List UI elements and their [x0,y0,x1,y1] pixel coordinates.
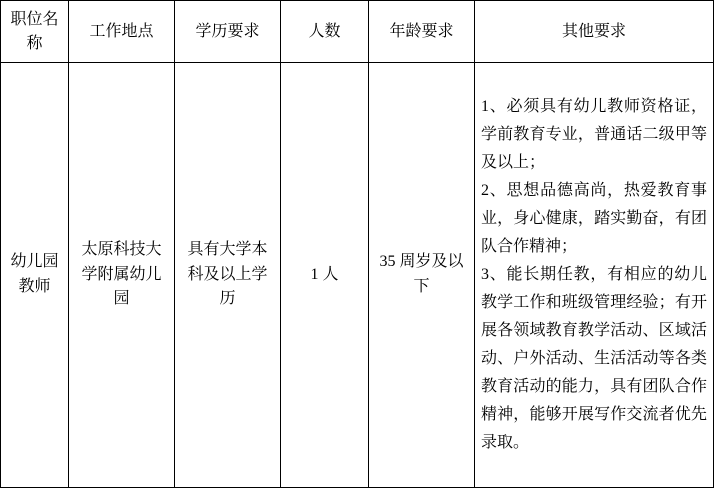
table-header [1,1,714,63]
column-header-education: 学历要求 [175,1,281,63]
other-requirement-item-3: 3、能长期任教，有相应的幼儿教学工作和班级管理经验；有开展各领域教育教学活动、区域活动、户外活动、生活活动等各类教育活动的能力，具有团队合作精神，能够开展写作交流者优先录取。 [481,266,707,451]
column-header-position: 职位名称 [1,1,69,63]
other-requirement-item-2: 2、思想品德高尚，热爱教育事业，身心健康，踏实勤奋，有团队合作精神； [481,182,707,255]
cell-age: 35 周岁及以下 [369,63,475,488]
column-header-other-requirements: 其他要求 [475,1,714,63]
column-header-headcount: 人数 [281,1,369,63]
cell-other-requirements [475,63,714,488]
cell-headcount: 1 人 [281,63,369,488]
other-requirement-item-1: 1、必须具有幼儿教师资格证，学前教育专业，普通话二级甲等及以上； [481,98,707,171]
cell-position: 幼儿园教师 [1,63,69,488]
cell-location: 太原科技大学附属幼儿园 [69,63,175,488]
column-header-location: 工作地点 [69,1,175,63]
column-header-age: 年龄要求 [369,1,475,63]
table-row [1,63,714,488]
table-header-row [1,1,714,63]
cell-education: 具有大学本科及以上学历 [175,63,281,488]
table-body [1,63,714,488]
